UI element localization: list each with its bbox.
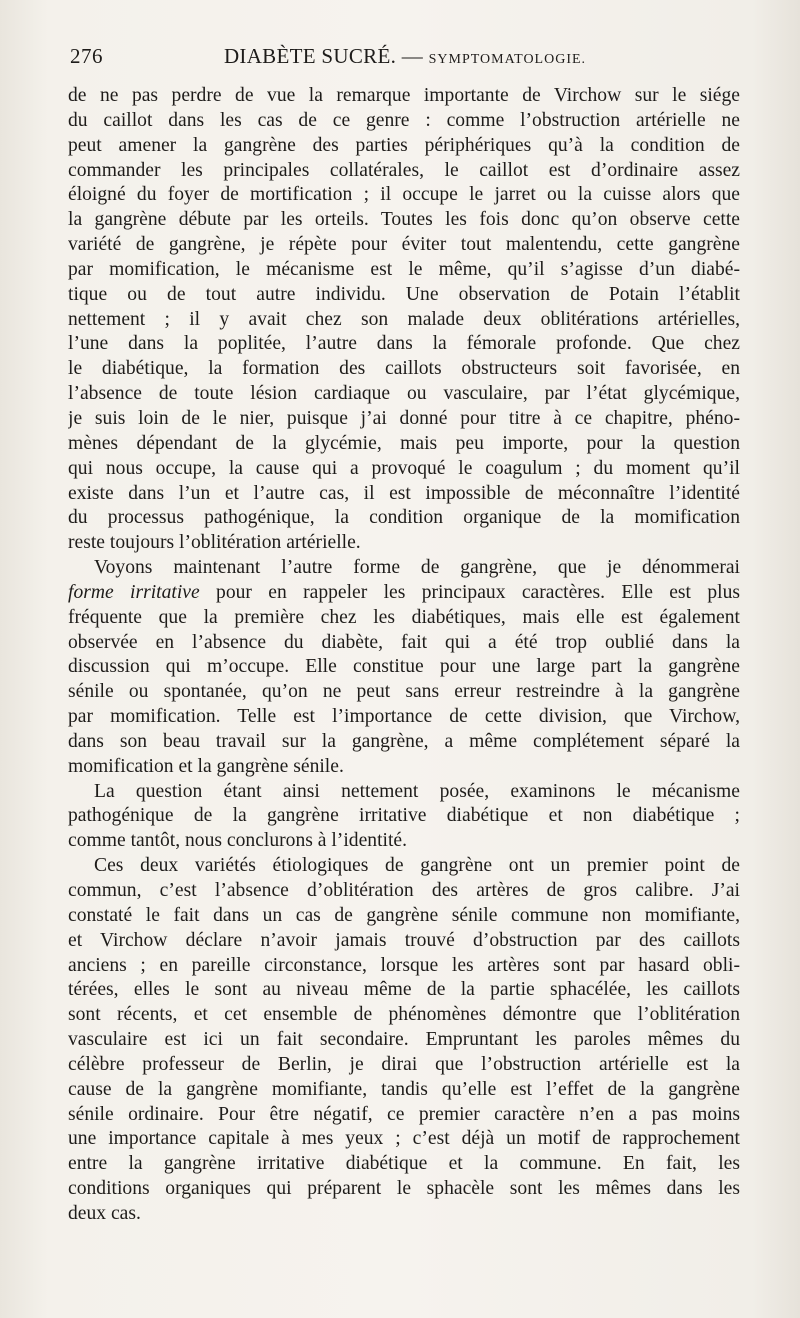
text-line: Ces deux variétés étiologiques de gangrène ont un premier point de <box>94 855 740 877</box>
text-line: discussion qui m’occupe. Elle constitue pour une large part la gangrène <box>68 656 740 678</box>
text-line: La question étant ainsi nettement posée, examinons le mécanisme <box>94 780 740 802</box>
text-line: l’une dans la poplitée, l’autre dans la fémorale profonde. Que chez <box>68 333 740 355</box>
text-line: du processus pathogénique, la condition organique de la momification <box>68 507 740 529</box>
page-number: 276 <box>70 44 103 68</box>
text-line: tique ou de tout autre individu. Une observation de Potain l’établit <box>68 283 740 305</box>
text-line: qui nous occupe, la cause qui a provoqué le coagulum ; du moment qu’il <box>68 457 740 479</box>
text-line: cause de la gangrène momifiante, tandis qu’elle est l’effet de la gangrène <box>68 1078 740 1100</box>
paragraph <box>68 556 740 780</box>
text-line: sénile ou spontanée, qu’on ne peut sans erreur restreindre à la gangrène <box>68 681 740 703</box>
paragraph <box>68 854 740 1227</box>
text-line: par momification, le mécanisme est le même, qu’il s’agisse d’un diabé- <box>68 258 740 280</box>
chapter-title: DIABÈTE SUCRÉ. <box>223 44 397 68</box>
text-line: célèbre professeur de Berlin, je dirai que l’obstruction artérielle est la <box>68 1053 740 1075</box>
text-line: commander les principales collatérales, le caillot est d’ordinaire assez <box>68 159 740 181</box>
text-line: comme tantôt, nous conclurons à l’identité. <box>68 830 407 852</box>
running-header <box>68 44 742 76</box>
text-line: la gangrène débute par les orteils. Toutes les fois donc qu’on observe cette <box>68 209 740 231</box>
text-line: une importance capitale à mes yeux ; c’est déjà un motif de rapprochement <box>68 1128 740 1150</box>
paragraph <box>68 780 740 855</box>
running-title <box>68 44 742 69</box>
text-line: vasculaire est ici un fait secondaire. Empruntant les paroles mêmes du <box>68 1029 740 1051</box>
text-line: mènes dépendant de la glycémie, mais peu importe, pour la question <box>68 432 740 454</box>
text-line: constaté le fait dans un cas de gangrène sénile commune non momifiante, <box>68 904 740 926</box>
text-line: de ne pas perdre de vue la remarque importante de Virchow sur le siége <box>68 85 740 106</box>
text-line: éloigné du foyer de mortification ; il occupe le jarret ou la cuisse alors que <box>68 184 740 206</box>
text-line: commun, c’est l’absence d’oblitération des artères de gros calibre. J’ai <box>68 880 740 901</box>
text-line: l’absence de toute lésion cardiaque ou vasculaire, par l’état glycémique, <box>68 383 740 405</box>
text-line: reste toujours l’oblitération artérielle. <box>68 532 361 554</box>
body-text <box>68 84 740 1227</box>
text-line: forme irritative pour en rappeler les principaux caractères. Elle est plus <box>68 581 740 603</box>
text-line: pathogénique de la gangrène irritative diabétique et non diabétique ; <box>68 805 740 827</box>
text-line: observée en l’absence du diabète, fait qui a été trop oublié dans la <box>68 631 740 653</box>
title-separator: — <box>401 44 424 68</box>
text-line: fréquente que la première chez les diabétiques, mais elle est également <box>68 606 740 628</box>
text-line: et Virchow déclare n’avoir jamais trouvé d’obstruction par des caillots <box>68 929 740 951</box>
text-line: dans son beau travail sur la gangrène, a même complétement séparé la <box>68 730 740 752</box>
text-line: conditions organiques qui préparent le sphacèle sont les mêmes dans les <box>68 1178 740 1200</box>
text-line: nettement ; il y avait chez son malade deux oblitérations artérielles, <box>68 308 740 330</box>
text-line: existe dans l’un et l’autre cas, il est impossible de méconnaître l’identité <box>68 482 740 504</box>
text-line: par momification. Telle est l’importance de cette division, que Virchow, <box>68 706 740 728</box>
text-line: peut amener la gangrène des parties périphériques qu’à la condition de <box>68 134 740 156</box>
section-subtitle: SYMPTOMATOLOGIE. <box>428 52 587 67</box>
text-line: térées, elles le sont au niveau même de la partie sphacélée, les caillots <box>68 979 740 1001</box>
text-line: sénile ordinaire. Pour être négatif, ce premier caractère n’en a pas moins <box>68 1103 740 1125</box>
text-line: variété de gangrène, je répète pour éviter tout malentendu, cette gangrène <box>68 234 740 256</box>
text-line: deux cas. <box>68 1202 141 1224</box>
text-line: du caillot dans les cas de ce genre : comme l’obstruction artérielle ne <box>68 109 740 131</box>
text-line: Voyons maintenant l’autre forme de gangrène, que je dénommerai <box>94 557 740 579</box>
paragraph <box>68 84 740 556</box>
text-line: sont récents, et cet ensemble de phénomènes démontre que l’oblitération <box>68 1004 740 1026</box>
text-line: je suis loin de le nier, puisque j’ai donné pour titre à ce chapitre, phéno- <box>68 407 740 429</box>
text-line: momification et la gangrène sénile. <box>68 755 344 777</box>
text-line: le diabétique, la formation des caillots obstructeurs soit favorisée, en <box>68 358 740 380</box>
text-line: entre la gangrène irritative diabétique et la commune. En fait, les <box>68 1153 740 1175</box>
text-line: anciens ; en pareille circonstance, lorsque les artères sont par hasard obli- <box>68 954 740 976</box>
